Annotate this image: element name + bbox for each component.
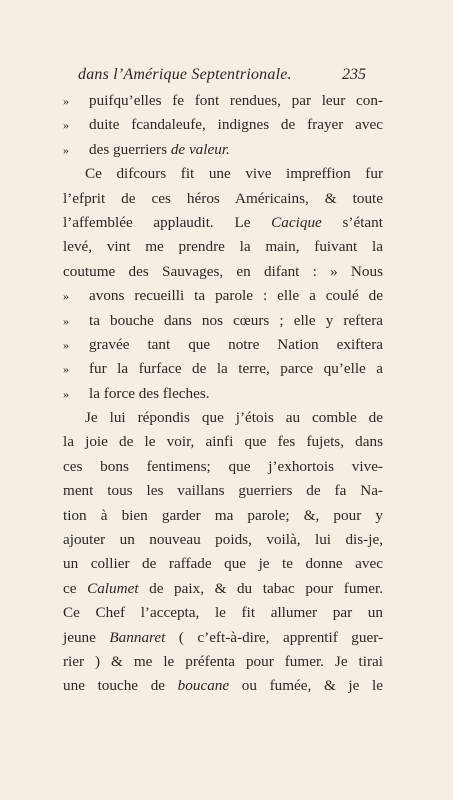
text-line-content: Je lui répondis que j’étois au comble de	[85, 409, 383, 427]
text-line	[63, 333, 383, 357]
text-line-content: duite fcandaleufe, indignes de frayer avec	[89, 116, 383, 134]
text-line	[63, 504, 383, 528]
quote-mark: »	[63, 289, 69, 304]
text-line-content: la force des fleches.	[89, 384, 210, 402]
italic-text: Bannaret	[109, 628, 166, 646]
text-line	[63, 650, 383, 674]
text-line	[63, 113, 383, 137]
text-line	[63, 284, 383, 308]
text-line-content: s’étant	[321, 213, 383, 231]
text-line	[63, 577, 383, 601]
text-line-content: jeune	[63, 628, 110, 646]
text-line-content: l’efprit de ces héros Américains, & toute	[63, 189, 383, 207]
text-line	[63, 357, 383, 381]
text-line-content: levé, vint me prendre la main, fuivant la	[63, 238, 383, 256]
text-line-content: une touche de	[63, 677, 178, 695]
italic-text: Cacique	[271, 213, 322, 231]
text-line-content: fur la furface de la terre, parce qu’elle a	[89, 360, 383, 378]
text-line	[63, 455, 383, 479]
text-line-content: la joie de le voir, ainfi que fes fujets, dans	[63, 433, 383, 451]
italic-text: Calumet	[87, 579, 139, 597]
text-line	[63, 406, 383, 430]
text-line	[63, 674, 383, 698]
text-line	[63, 260, 383, 284]
text-line-content: ( c’eft-à-dire, apprentif guer-	[165, 628, 384, 646]
quote-mark: »	[63, 386, 69, 401]
quote-mark: »	[63, 142, 69, 157]
text-line-content: ment tous les vaillans guerriers de fa Na-	[63, 482, 383, 500]
quote-mark: »	[63, 94, 69, 108]
text-line-content: Ce Chef l’accepta, le fit allumer par un	[63, 604, 383, 622]
text-line	[63, 162, 383, 186]
text-line-content: ces bons fentimens; que j’exhortois vive-	[63, 457, 383, 475]
text-line-content: coutume des Sauvages, en difant : » Nous	[63, 262, 383, 280]
italic-text: boucane	[177, 677, 230, 695]
text-line	[63, 552, 383, 576]
quote-mark: »	[63, 313, 69, 328]
text-line-content: Ce difcours fit une vive impreffion fur	[85, 165, 383, 183]
page-number: 235	[342, 66, 366, 83]
quote-mark: »	[63, 337, 69, 352]
text-line	[63, 479, 383, 503]
text-line-content: gravée tant que notre Nation exiftera	[89, 335, 383, 353]
text-line-content: puifqu’elles fe font rendues, par leur con-	[89, 92, 383, 109]
text-line-content: un collier de raffade que je te donne avec	[63, 555, 383, 573]
text-line-content: ce	[63, 579, 88, 597]
text-line	[63, 430, 383, 454]
text-line	[63, 382, 383, 406]
text-line	[63, 601, 383, 625]
text-line-content: ou fumée, & je le	[229, 677, 383, 695]
text-line	[63, 89, 383, 113]
text-line	[63, 626, 383, 650]
running-header: dans l’Amérique Septentrionale.	[78, 66, 292, 83]
text-line-content: de paix, & du tabac pour fumer.	[138, 579, 383, 597]
text-line-content: l’affemblée applaudit. Le	[63, 213, 272, 231]
text-line	[63, 235, 383, 259]
text-line-content: rier ) & me le préfenta pour fumer. Je tirai	[63, 652, 383, 670]
text-line	[63, 138, 383, 162]
text-line-content: des guerriers	[89, 140, 171, 158]
text-line-content: ta bouche dans nos cœurs ; elle y reftera	[89, 311, 383, 329]
text-line	[63, 187, 383, 211]
text-line	[63, 309, 383, 333]
page-text	[63, 89, 383, 709]
text-line-content: avons recueilli ta parole : elle a coulé de	[89, 287, 383, 305]
text-line-content: ajouter un nouveau poids, voilà, lui dis-je,	[63, 531, 383, 549]
text-line	[63, 528, 383, 552]
italic-text: de valeur.	[170, 140, 230, 158]
text-line	[63, 211, 383, 235]
quote-mark: »	[63, 362, 69, 377]
quote-mark: »	[63, 118, 69, 133]
text-line-content: tion à bien garder ma parole; &, pour y	[63, 506, 383, 524]
